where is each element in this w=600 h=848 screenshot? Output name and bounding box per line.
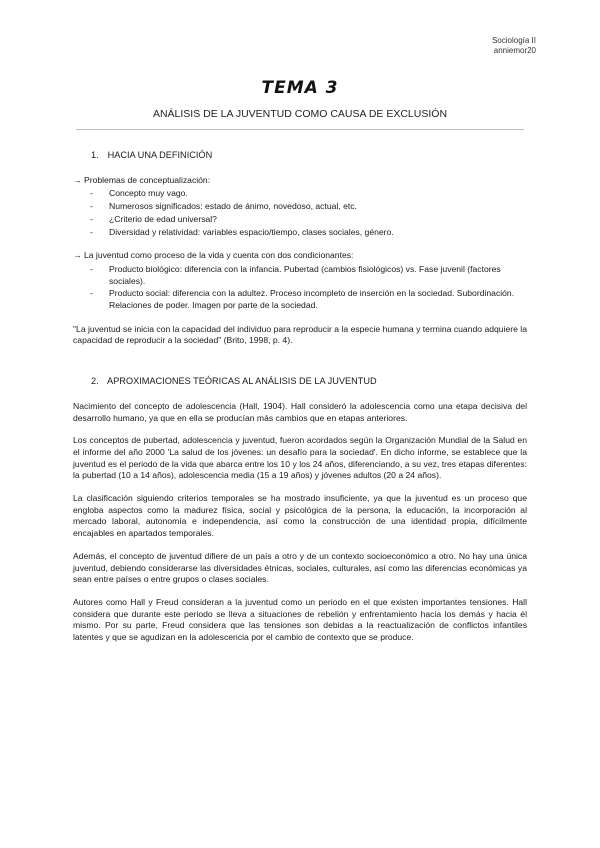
section-spacer [73,358,527,376]
dash-bullet: - [90,188,93,199]
section-1-heading [91,150,527,162]
block-1-list [73,188,527,238]
dash-bullet: - [90,226,93,237]
section-2-number: 2. [91,376,99,387]
paragraph: Además, el concepto de juventud difiere de un país a otro y de un contexto socioeconómico a otro. No hay una única juventud, debiendo considerarse las diversidades étnicas, sociales, culturales, así como las diferencias económicas ya sean entre países o entre grupos o clases sociales. [73,550,527,585]
list-item: - ¿Criterio de edad universal? [90,213,217,224]
page-subtitle: ANÁLISIS DE LA JUVENTUD COMO CAUSA DE EXCLUSIÓN [152,108,448,120]
list-item: - Concepto muy vago. [90,188,188,199]
list-item: - Producto social: diferencia con la adultez. Proceso incompleto de inserción en la sociedad. Subordinación. Relaciones de poder. Imagen por parte de la sociedad. [90,288,515,311]
section-2-title: APROXIMACIONES TEÓRICAS AL ANÁLISIS DE LA JUVENTUD [107,376,377,387]
section-1-title: HACIA UNA DEFINICIÓN [107,150,213,160]
dash-bullet: - [90,263,93,274]
list-item: - Diversidad y relatividad: variables espacio/tiempo, clases sociales, género. [90,226,394,237]
page-title: TEMA 3 [261,78,339,98]
list-item: - Numerosos significados: estado de ánimo, novedoso, actual, etc. [90,201,357,212]
paragraph: Los conceptos de pubertad, adolescencia y juventud, fueron acordados según la Organización Mundial de la Salud en el informe del año 2000 'La salud de los jóvenes: un desafío para la sociedad'. En dicho informe, se establece que la juventud es el periodo de la vida que abarca entre los 10 y los 24 años, diferenciando, a su vez, tres etapas diferentes: la pubertad (10 a 14 años), adolescencia media (15 a 19 años) y jóvenes adultos (20 a 24 años). [73,435,527,481]
section-2-heading [91,376,527,388]
document-body [73,150,527,655]
block-2-lead: → La juventud como proceso de la vida y cuenta con dos condicionantes: [73,250,354,261]
dash-bullet: - [90,288,93,299]
term-label: anniemor20 [493,46,536,55]
paragraph: Nacimiento del concepto de adolescencia (Hall, 1904). Hall consideró la adolescencia como una etapa decisiva del desarrollo humano, ya que en ella se producían más cambios que en etapas anteriores. [73,400,527,423]
list-item: - Producto biológico: diferencia con la infancia. Pubertad (cambios fisiológicos) vs. Fase juvenil (factores sociales). [90,263,501,286]
dash-bullet: - [90,213,93,224]
block-1-lead: → Problemas de conceptualización: [73,174,211,185]
definition-quote: "La juventud se inicia con la capacidad del individuo para reproducir a la especie humana y termina cuando adquiere la capacidad de reproducir a la sociedad" (Brito, 1998, p. 4). [73,323,527,346]
paragraph: Autores como Hall y Freud consideran a la juventud como un periodo en el que existen importantes tensiones. Hall considera que durante este periodo se lleva a situaciones de rebelión y enfrentamiento hacia los demás y hacia él mismo. Por su parte, Freud considera que las tensiones son debidas a la reactualización de conflictos infantiles latentes y que se agudizan en la adolescencia por el cambio de contexto que se produce. [73,596,527,643]
block-2-list [73,264,527,312]
dash-bullet: - [90,201,93,212]
paragraph: La clasificación siguiendo criterios temporales se ha mostrado insuficiente, ya que la juventud es un proceso que engloba aspectos como la madurez física, social y psicológica de la persona, la educación, la incorporación al mercado laboral, autonomía e independencia, así como la construcción de una identidad propia, difícilmente encajables en apartados temporales. [73,493,527,539]
course-label: Sociología II [491,36,536,45]
header-meta [492,36,536,56]
header-divider [76,129,524,130]
section-1-number: 1. [91,150,99,160]
